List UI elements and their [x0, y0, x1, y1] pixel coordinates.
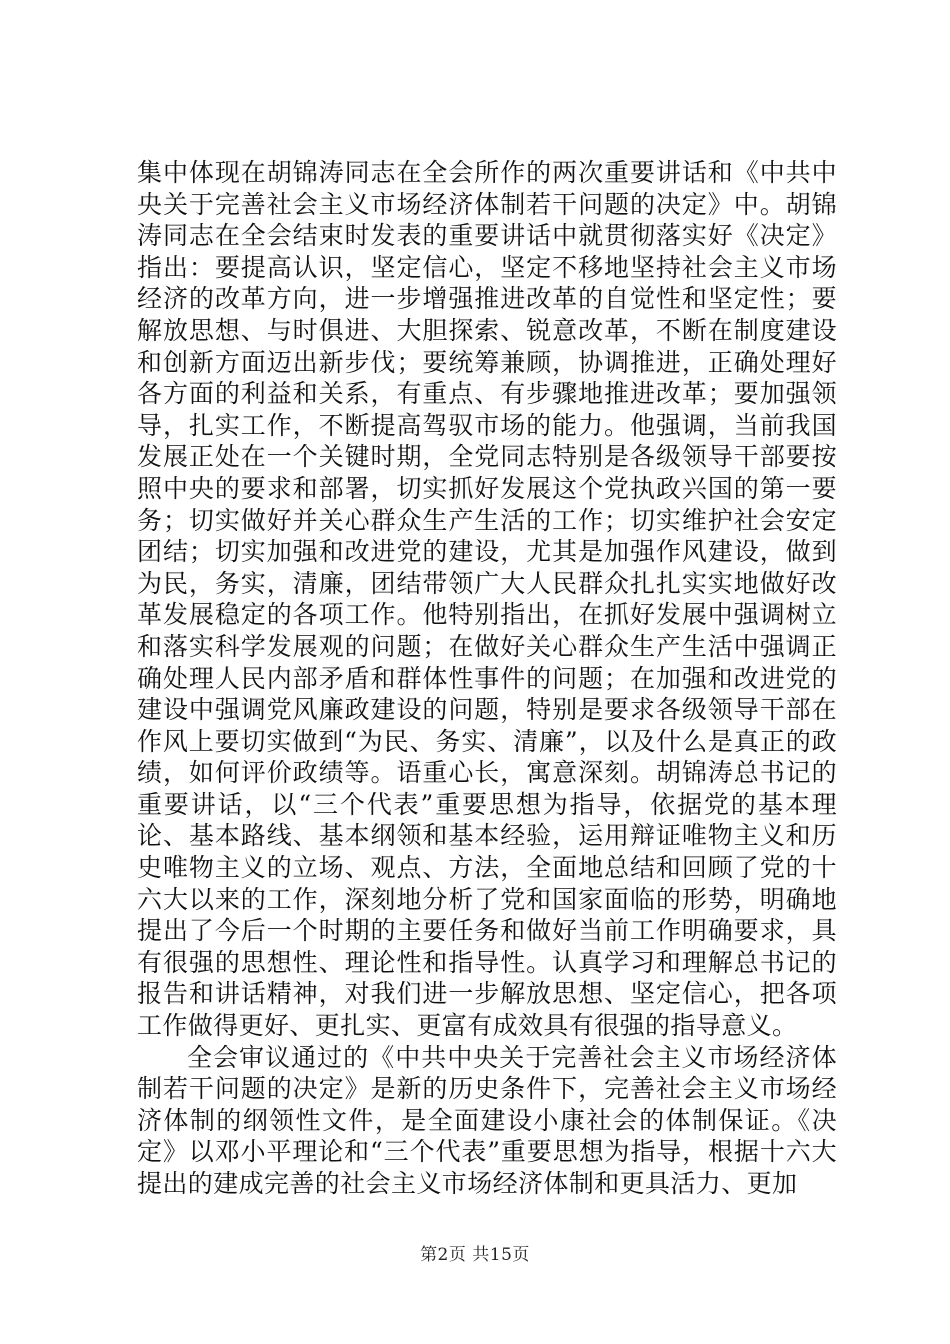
page-number-footer: 第2页 共15页 [420, 1245, 530, 1265]
paragraph-decision: 全会审议通过的《中共中央关于完善社会主义市场经济体制若干问题的决定》是新的历史条件下，完善社会主义市场经济体制的纲领性文件，是全面建设小康社会的体制保证。《决定》以邓小平理论和“三个代表”重要思想为指导，根据十六大提出的建成完善的社会主义市场经济体制和更具活力、更加 [137, 1042, 837, 1198]
document-body [137, 157, 837, 1200]
paragraph-continuation: 集中体现在胡锦涛同志在全会所作的两次重要讲话和《中共中央关于完善社会主义市场经济体制若干问题的决定》中。胡锦涛同志在全会结束时发表的重要讲话中就贯彻落实好《决定》指出：要提高认识，坚定信心，坚定不移地坚持社会主义市场经济的改革方向，进一步增强推进改革的自觉性和坚定性；要解放思想、与时俱进、大胆探索、锐意改革，不断在制度建设和创新方面迈出新步伐；要统筹兼顾，协调推进，正确处理好各方面的利益和关系，有重点、有步骤地推进改革；要加强领导，扎实工作，不断提高驾驭市场的能力。他强调，当前我国发展正处在一个关键时期，全党同志特别是各级领导干部要按照中央的要求和部署，切实抓好发展这个党执政兴国的第一要务；切实做好并关心群众生产生活的工作；切实维护社会安定团结；切实加强和改进党的建设，尤其是加强作风建设，做到为民，务实，清廉，团结带领广大人民群众扎扎实实地做好改革发展稳定的各项工作。他特别指出，在抓好发展中强调树立和落实科学发展观的问题；在做好关心群众生产生活中强调正确处理人民内部矛盾和群体性事件的问题；在加强和改进党的建设中强调党风廉政建设的问题，特别是要求各级领导干部在作风上要切实做到“为民、务实、清廉”，以及什么是真正的政绩，如何评价政绩等。语重心长，寓意深刻。胡锦涛总书记的重要讲话，以“三个代表”重要思想为指导，依据党的基本理论、基本路线、基本纲领和基本经验，运用辩证唯物主义和历史唯物主义的立场、观点、方法，全面地总结和回顾了党的十六大以来的工作，深刻地分析了党和国家面临的形势，明确地提出了今后一个时期的主要任务和做好当前工作明确要求，具有很强的思想性、理论性和指导性。认真学习和理解总书记的报告和讲话精神，对我们进一步解放思想、坚定信心，把各项工作做得更好、更扎实、更富有成效具有很强的指导意义。 [137, 158, 837, 1041]
